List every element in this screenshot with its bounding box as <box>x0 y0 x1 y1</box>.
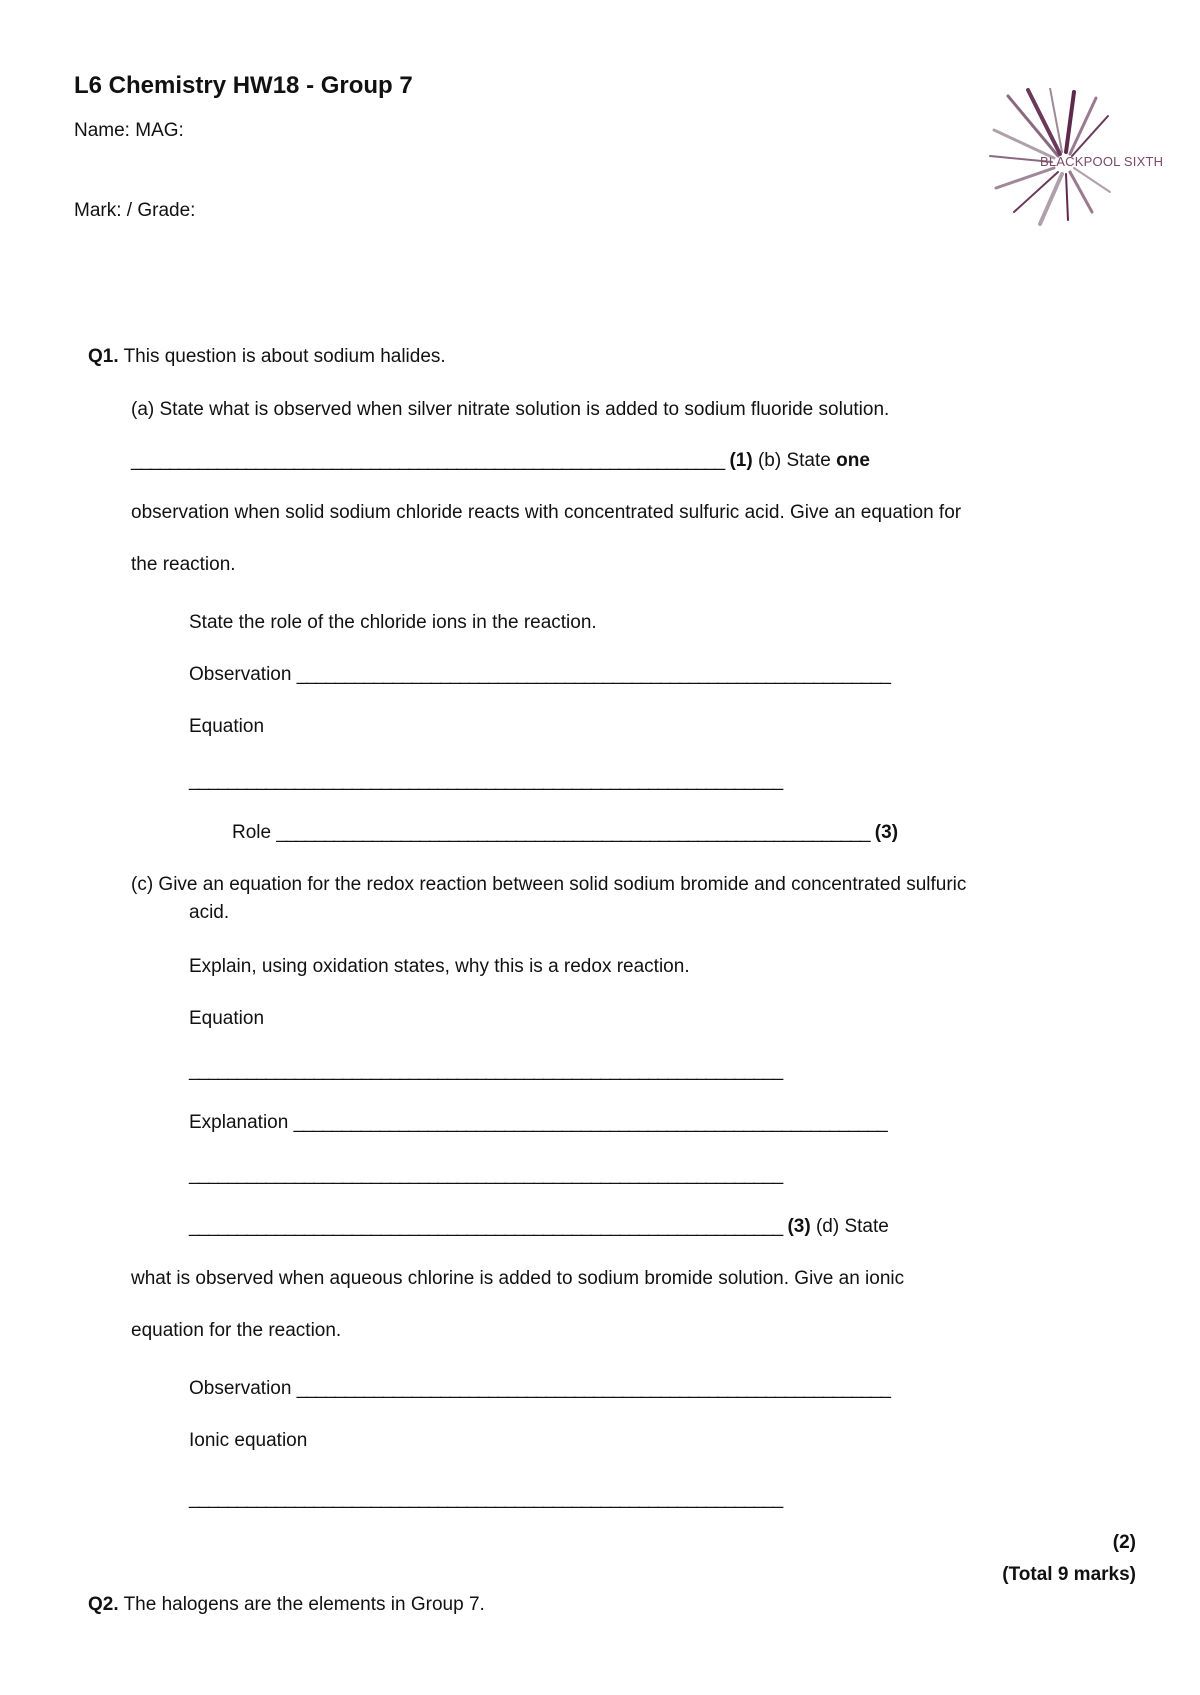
q1-total-marks: (Total 9 marks) <box>1002 1564 1136 1585</box>
q1-intro: This question is about sodium halides. <box>123 346 446 367</box>
q1-number: Q1. <box>88 346 119 367</box>
q1c-line1: (c) Give an equation for the redox reaction between solid sodium bromide and concentrated sulfuric <box>131 874 967 895</box>
q1c-line2: acid. <box>189 902 230 923</box>
q2-intro: The halogens are the elements in Group 7. <box>123 1594 485 1615</box>
q1b-equation-label: Equation <box>189 716 265 737</box>
q2-number: Q2. <box>88 1594 119 1615</box>
q1d-observation-blank: ______________________________________________________________ <box>296 1378 890 1399</box>
q1c-explanation-line <box>189 1112 887 1134</box>
q1d-mark: (2) <box>1112 1532 1136 1553</box>
q1b-equation-blank: ______________________________________________________________ <box>189 770 783 791</box>
q1d-observation-label: Observation <box>189 1378 292 1399</box>
q1c-explanation-blank-3: ______________________________________________________________ <box>189 1216 783 1237</box>
q1c-explain-question: Explain, using oxidation states, why this is a redox reaction. <box>189 956 690 977</box>
page-title: L6 Chemistry HW18 - Group 7 <box>74 72 413 99</box>
q1d-ionic-label: Ionic equation <box>189 1430 308 1451</box>
blackpool-sixth-logo <box>988 88 1188 226</box>
q1c-explanation-blank: ______________________________________________________________ <box>293 1112 887 1133</box>
logo-text: BLACKPOOL SIXTH <box>1040 154 1164 169</box>
q1b-line2: observation when solid sodium chloride reacts with concentrated sulfuric acid. Give an equation for <box>131 502 962 523</box>
q1c-final-line <box>189 1216 889 1238</box>
q1b-role-label: Role <box>232 822 272 843</box>
q1c-equation-label: Equation <box>189 1008 265 1029</box>
q1-intro-line <box>88 346 446 368</box>
q1b-role-line <box>232 822 898 844</box>
q1a-answer-blank: ______________________________________________________________ <box>131 450 725 471</box>
q1b-start-bold: one <box>836 450 870 471</box>
q1d-line2: equation for the reaction. <box>131 1320 342 1341</box>
mark-grade-label: Mark: / Grade: <box>74 200 196 221</box>
q1c-explanation-label: Explanation <box>189 1112 289 1133</box>
q1c-explanation-blank-2: ______________________________________________________________ <box>189 1164 783 1185</box>
q1a-answer-line <box>131 450 870 472</box>
name-field-label: Name: MAG: <box>74 120 184 141</box>
q1b-mark: (3) <box>874 822 899 843</box>
q1d-start: (d) State <box>815 1216 889 1237</box>
q1c-mark: (3) <box>787 1216 811 1237</box>
q1c-equation-blank: ______________________________________________________________ <box>189 1060 783 1081</box>
q1b-role-blank: ______________________________________________________________ <box>276 822 870 843</box>
q1a-mark: (1) <box>729 450 753 471</box>
q1d-line1: what is observed when aqueous chlorine is added to sodium bromide solution. Give an ionic <box>131 1268 905 1289</box>
q1b-observation-blank: ______________________________________________________________ <box>296 664 890 685</box>
q1b-line3: the reaction. <box>131 554 236 575</box>
q1b-observation-label: Observation <box>189 664 292 685</box>
q1a-question: (a) State what is observed when silver nitrate solution is added to sodium fluoride solution. <box>131 399 890 420</box>
q1d-ionic-blank: ______________________________________________________________ <box>189 1488 783 1509</box>
q2-intro-line <box>88 1594 485 1616</box>
q1d-observation-line <box>189 1378 890 1400</box>
q1b-role-question: State the role of the chloride ions in the reaction. <box>189 612 597 633</box>
q1b-start: (b) State <box>757 450 831 471</box>
q1b-observation-line <box>189 664 890 686</box>
